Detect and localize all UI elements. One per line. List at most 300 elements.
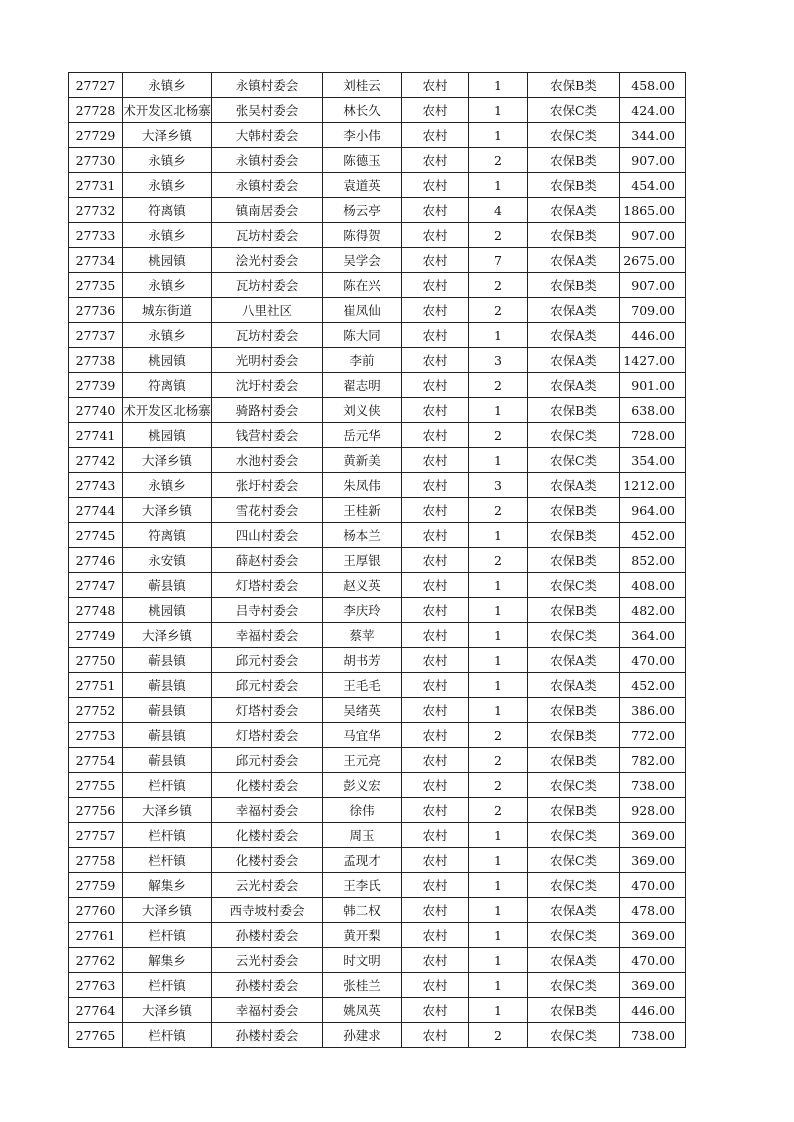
member-count-cell: 2 [469, 723, 528, 748]
household-type-cell: 农村 [402, 123, 469, 148]
insurance-category-cell: 农保C类 [528, 98, 620, 123]
township-cell: 符离镇 [123, 373, 212, 398]
insurance-category-cell: 农保B类 [528, 523, 620, 548]
table-row [69, 248, 686, 273]
member-count-cell: 2 [469, 148, 528, 173]
village-committee-cell: 灯塔村委会 [212, 698, 323, 723]
township-cell: 蕲县镇 [123, 698, 212, 723]
record-id-cell: 27744 [69, 498, 123, 523]
member-count-cell: 2 [469, 798, 528, 823]
household-type-cell: 农村 [402, 398, 469, 423]
person-name-cell: 王李氏 [323, 873, 402, 898]
insurance-category-cell: 农保C类 [528, 923, 620, 948]
person-name-cell: 时文明 [323, 948, 402, 973]
township-cell: 永安镇 [123, 548, 212, 573]
village-committee-cell: 云光村委会 [212, 873, 323, 898]
person-name-cell: 朱凤伟 [323, 473, 402, 498]
record-id-cell: 27730 [69, 148, 123, 173]
amount-cell: 2675.00 [620, 248, 686, 273]
table-row [69, 873, 686, 898]
table-row [69, 798, 686, 823]
insurance-category-cell: 农保C类 [528, 873, 620, 898]
household-type-cell: 农村 [402, 298, 469, 323]
insurance-category-cell: 农保A类 [528, 373, 620, 398]
member-count-cell: 1 [469, 123, 528, 148]
person-name-cell: 赵义英 [323, 573, 402, 598]
household-type-cell: 农村 [402, 648, 469, 673]
person-name-cell: 姚凤英 [323, 998, 402, 1023]
person-name-cell: 张桂兰 [323, 973, 402, 998]
township-cell: 蕲县镇 [123, 723, 212, 748]
member-count-cell: 1 [469, 623, 528, 648]
person-name-cell: 陈在兴 [323, 273, 402, 298]
amount-cell: 452.00 [620, 673, 686, 698]
household-type-cell: 农村 [402, 523, 469, 548]
table-row [69, 948, 686, 973]
record-id-cell: 27765 [69, 1023, 123, 1048]
person-name-cell: 崔凤仙 [323, 298, 402, 323]
person-name-cell: 黄开梨 [323, 923, 402, 948]
household-type-cell: 农村 [402, 998, 469, 1023]
amount-cell: 369.00 [620, 848, 686, 873]
insurance-category-cell: 农保A类 [528, 898, 620, 923]
amount-cell: 424.00 [620, 98, 686, 123]
household-type-cell: 农村 [402, 148, 469, 173]
record-id-cell: 27738 [69, 348, 123, 373]
person-name-cell: 刘义侠 [323, 398, 402, 423]
township-cell: 大泽乡镇 [123, 123, 212, 148]
amount-cell: 354.00 [620, 448, 686, 473]
member-count-cell: 4 [469, 198, 528, 223]
table-row [69, 198, 686, 223]
person-name-cell: 陈大同 [323, 323, 402, 348]
person-name-cell: 吴绪英 [323, 698, 402, 723]
record-id-cell: 27741 [69, 423, 123, 448]
household-type-cell: 农村 [402, 723, 469, 748]
record-id-cell: 27761 [69, 923, 123, 948]
member-count-cell: 1 [469, 98, 528, 123]
record-id-cell: 27734 [69, 248, 123, 273]
amount-cell: 446.00 [620, 998, 686, 1023]
table-row [69, 423, 686, 448]
village-committee-cell: 八里社区 [212, 298, 323, 323]
insurance-category-cell: 农保B类 [528, 223, 620, 248]
table-row [69, 498, 686, 523]
person-name-cell: 林长久 [323, 98, 402, 123]
record-id-cell: 27733 [69, 223, 123, 248]
village-committee-cell: 永镇村委会 [212, 148, 323, 173]
table-row [69, 473, 686, 498]
village-committee-cell: 光明村委会 [212, 348, 323, 373]
insurance-category-cell: 农保B类 [528, 398, 620, 423]
village-committee-cell: 瓦坊村委会 [212, 223, 323, 248]
person-name-cell: 王厚银 [323, 548, 402, 573]
insurance-category-cell: 农保A类 [528, 673, 620, 698]
record-table [68, 72, 686, 1048]
table-row [69, 223, 686, 248]
household-type-cell: 农村 [402, 323, 469, 348]
insurance-category-cell: 农保A类 [528, 248, 620, 273]
member-count-cell: 1 [469, 323, 528, 348]
record-id-cell: 27742 [69, 448, 123, 473]
table-row [69, 848, 686, 873]
household-type-cell: 农村 [402, 248, 469, 273]
person-name-cell: 袁道英 [323, 173, 402, 198]
household-type-cell: 农村 [402, 848, 469, 873]
amount-cell: 369.00 [620, 973, 686, 998]
record-id-cell: 27743 [69, 473, 123, 498]
township-cell: 符离镇 [123, 198, 212, 223]
village-committee-cell: 沈圩村委会 [212, 373, 323, 398]
person-name-cell: 李庆玲 [323, 598, 402, 623]
household-type-cell: 农村 [402, 973, 469, 998]
member-count-cell: 2 [469, 223, 528, 248]
household-type-cell: 农村 [402, 273, 469, 298]
member-count-cell: 1 [469, 598, 528, 623]
amount-cell: 344.00 [620, 123, 686, 148]
document-page [68, 72, 686, 1048]
village-committee-cell: 幸福村委会 [212, 623, 323, 648]
amount-cell: 369.00 [620, 923, 686, 948]
record-id-cell: 27757 [69, 823, 123, 848]
township-cell: 永镇乡 [123, 173, 212, 198]
table-row [69, 523, 686, 548]
table-row [69, 148, 686, 173]
township-cell: 大泽乡镇 [123, 998, 212, 1023]
member-count-cell: 1 [469, 948, 528, 973]
village-committee-cell: 邱元村委会 [212, 748, 323, 773]
record-id-cell: 27754 [69, 748, 123, 773]
member-count-cell: 1 [469, 648, 528, 673]
village-committee-cell: 永镇村委会 [212, 73, 323, 98]
table-row [69, 573, 686, 598]
member-count-cell: 1 [469, 823, 528, 848]
amount-cell: 964.00 [620, 498, 686, 523]
household-type-cell: 农村 [402, 898, 469, 923]
household-type-cell: 农村 [402, 873, 469, 898]
township-cell: 大泽乡镇 [123, 898, 212, 923]
person-name-cell: 马宜华 [323, 723, 402, 748]
village-committee-cell: 邱元村委会 [212, 673, 323, 698]
table-row [69, 823, 686, 848]
household-type-cell: 农村 [402, 473, 469, 498]
record-id-cell: 27755 [69, 773, 123, 798]
insurance-category-cell: 农保C类 [528, 848, 620, 873]
amount-cell: 369.00 [620, 823, 686, 848]
household-type-cell: 农村 [402, 623, 469, 648]
record-id-cell: 27728 [69, 98, 123, 123]
member-count-cell: 2 [469, 748, 528, 773]
household-type-cell: 农村 [402, 823, 469, 848]
member-count-cell: 1 [469, 73, 528, 98]
village-committee-cell: 化楼村委会 [212, 773, 323, 798]
person-name-cell: 孙建求 [323, 1023, 402, 1048]
person-name-cell: 蔡苹 [323, 623, 402, 648]
person-name-cell: 胡书芳 [323, 648, 402, 673]
amount-cell: 470.00 [620, 873, 686, 898]
township-cell: 栏杆镇 [123, 848, 212, 873]
member-count-cell: 1 [469, 698, 528, 723]
township-cell: 永镇乡 [123, 323, 212, 348]
member-count-cell: 2 [469, 373, 528, 398]
township-cell: 永镇乡 [123, 273, 212, 298]
amount-cell: 482.00 [620, 598, 686, 623]
member-count-cell: 1 [469, 873, 528, 898]
township-cell: 桃园镇 [123, 348, 212, 373]
table-row [69, 548, 686, 573]
record-id-cell: 27746 [69, 548, 123, 573]
village-committee-cell: 张吴村委会 [212, 98, 323, 123]
table-row [69, 623, 686, 648]
township-cell: 栏杆镇 [123, 1023, 212, 1048]
member-count-cell: 2 [469, 498, 528, 523]
amount-cell: 1427.00 [620, 348, 686, 373]
table-row [69, 73, 686, 98]
township-cell: 符离镇 [123, 523, 212, 548]
record-id-cell: 27751 [69, 673, 123, 698]
table-row [69, 648, 686, 673]
amount-cell: 452.00 [620, 523, 686, 548]
insurance-category-cell: 农保A类 [528, 473, 620, 498]
insurance-category-cell: 农保B类 [528, 498, 620, 523]
person-name-cell: 李前 [323, 348, 402, 373]
amount-cell: 364.00 [620, 623, 686, 648]
person-name-cell: 杨云亭 [323, 198, 402, 223]
table-row [69, 98, 686, 123]
record-id-cell: 27763 [69, 973, 123, 998]
table-row [69, 698, 686, 723]
member-count-cell: 1 [469, 573, 528, 598]
household-type-cell: 农村 [402, 798, 469, 823]
record-id-cell: 27737 [69, 323, 123, 348]
record-id-cell: 27745 [69, 523, 123, 548]
village-committee-cell: 浍光村委会 [212, 248, 323, 273]
township-cell: 栏杆镇 [123, 823, 212, 848]
record-id-cell: 27727 [69, 73, 123, 98]
insurance-category-cell: 农保C类 [528, 423, 620, 448]
insurance-category-cell: 农保B类 [528, 273, 620, 298]
person-name-cell: 吴学会 [323, 248, 402, 273]
township-cell: 蕲县镇 [123, 748, 212, 773]
record-id-cell: 27750 [69, 648, 123, 673]
insurance-category-cell: 农保C类 [528, 123, 620, 148]
table-row [69, 748, 686, 773]
village-committee-cell: 水池村委会 [212, 448, 323, 473]
insurance-category-cell: 农保A类 [528, 198, 620, 223]
table-row [69, 273, 686, 298]
household-type-cell: 农村 [402, 773, 469, 798]
township-cell: 栏杆镇 [123, 973, 212, 998]
amount-cell: 638.00 [620, 398, 686, 423]
household-type-cell: 农村 [402, 173, 469, 198]
township-cell: 城东街道 [123, 298, 212, 323]
household-type-cell: 农村 [402, 348, 469, 373]
township-cell: 永镇乡 [123, 473, 212, 498]
amount-cell: 458.00 [620, 73, 686, 98]
amount-cell: 907.00 [620, 223, 686, 248]
insurance-category-cell: 农保B类 [528, 798, 620, 823]
village-committee-cell: 大韩村委会 [212, 123, 323, 148]
person-name-cell: 陈得贺 [323, 223, 402, 248]
village-committee-cell: 钱营村委会 [212, 423, 323, 448]
amount-cell: 386.00 [620, 698, 686, 723]
household-type-cell: 农村 [402, 573, 469, 598]
person-name-cell: 李小伟 [323, 123, 402, 148]
village-committee-cell: 张圩村委会 [212, 473, 323, 498]
insurance-category-cell: 农保B类 [528, 698, 620, 723]
member-count-cell: 3 [469, 473, 528, 498]
amount-cell: 408.00 [620, 573, 686, 598]
township-cell: 桃园镇 [123, 598, 212, 623]
township-cell: 大泽乡镇 [123, 623, 212, 648]
village-committee-cell: 薛赵村委会 [212, 548, 323, 573]
village-committee-cell: 镇南居委会 [212, 198, 323, 223]
amount-cell: 907.00 [620, 273, 686, 298]
insurance-category-cell: 农保C类 [528, 623, 620, 648]
member-count-cell: 1 [469, 898, 528, 923]
village-committee-cell: 灯塔村委会 [212, 723, 323, 748]
person-name-cell: 韩二权 [323, 898, 402, 923]
amount-cell: 782.00 [620, 748, 686, 773]
village-committee-cell: 瓦坊村委会 [212, 273, 323, 298]
household-type-cell: 农村 [402, 223, 469, 248]
household-type-cell: 农村 [402, 548, 469, 573]
table-row [69, 773, 686, 798]
table-row [69, 723, 686, 748]
township-cell: 桃园镇 [123, 248, 212, 273]
member-count-cell: 3 [469, 348, 528, 373]
amount-cell: 1865.00 [620, 198, 686, 223]
township-cell: 栏杆镇 [123, 773, 212, 798]
member-count-cell: 1 [469, 998, 528, 1023]
household-type-cell: 农村 [402, 198, 469, 223]
township-cell: 栏杆镇 [123, 923, 212, 948]
village-committee-cell: 西寺坡村委会 [212, 898, 323, 923]
township-cell: 解集乡 [123, 873, 212, 898]
member-count-cell: 2 [469, 548, 528, 573]
table-row [69, 673, 686, 698]
member-count-cell: 7 [469, 248, 528, 273]
township-cell: 桃园镇 [123, 423, 212, 448]
table-body [69, 73, 686, 1048]
insurance-category-cell: 农保B类 [528, 723, 620, 748]
member-count-cell: 2 [469, 1023, 528, 1048]
table-row [69, 298, 686, 323]
table-row [69, 123, 686, 148]
household-type-cell: 农村 [402, 598, 469, 623]
record-id-cell: 27747 [69, 573, 123, 598]
amount-cell: 907.00 [620, 148, 686, 173]
insurance-category-cell: 农保A类 [528, 348, 620, 373]
household-type-cell: 农村 [402, 673, 469, 698]
insurance-category-cell: 农保C类 [528, 773, 620, 798]
member-count-cell: 2 [469, 773, 528, 798]
table-row [69, 923, 686, 948]
table-row [69, 173, 686, 198]
township-cell: 大泽乡镇 [123, 448, 212, 473]
village-committee-cell: 雪花村委会 [212, 498, 323, 523]
insurance-category-cell: 农保B类 [528, 548, 620, 573]
amount-cell: 470.00 [620, 948, 686, 973]
member-count-cell: 1 [469, 973, 528, 998]
record-id-cell: 27740 [69, 398, 123, 423]
village-committee-cell: 孙楼村委会 [212, 1023, 323, 1048]
insurance-category-cell: 农保C类 [528, 448, 620, 473]
village-committee-cell: 四山村委会 [212, 523, 323, 548]
table-row [69, 998, 686, 1023]
member-count-cell: 1 [469, 398, 528, 423]
table-row [69, 373, 686, 398]
village-committee-cell: 吕寺村委会 [212, 598, 323, 623]
township-cell: 术开发区北杨寨 [123, 98, 212, 123]
record-id-cell: 27752 [69, 698, 123, 723]
insurance-category-cell: 农保A类 [528, 298, 620, 323]
village-committee-cell: 化楼村委会 [212, 848, 323, 873]
insurance-category-cell: 农保B类 [528, 73, 620, 98]
insurance-category-cell: 农保C类 [528, 823, 620, 848]
township-cell: 解集乡 [123, 948, 212, 973]
person-name-cell: 彭义宏 [323, 773, 402, 798]
amount-cell: 728.00 [620, 423, 686, 448]
member-count-cell: 1 [469, 848, 528, 873]
member-count-cell: 2 [469, 423, 528, 448]
person-name-cell: 王毛毛 [323, 673, 402, 698]
person-name-cell: 翟志明 [323, 373, 402, 398]
table-row [69, 398, 686, 423]
record-id-cell: 27760 [69, 898, 123, 923]
insurance-category-cell: 农保B类 [528, 998, 620, 1023]
township-cell: 大泽乡镇 [123, 798, 212, 823]
amount-cell: 772.00 [620, 723, 686, 748]
household-type-cell: 农村 [402, 1023, 469, 1048]
township-cell: 永镇乡 [123, 148, 212, 173]
person-name-cell: 刘桂云 [323, 73, 402, 98]
table-row [69, 348, 686, 373]
amount-cell: 478.00 [620, 898, 686, 923]
household-type-cell: 农村 [402, 98, 469, 123]
insurance-category-cell: 农保C类 [528, 973, 620, 998]
insurance-category-cell: 农保B类 [528, 173, 620, 198]
table-row [69, 1023, 686, 1048]
amount-cell: 446.00 [620, 323, 686, 348]
household-type-cell: 农村 [402, 923, 469, 948]
township-cell: 永镇乡 [123, 73, 212, 98]
table-row [69, 598, 686, 623]
household-type-cell: 农村 [402, 498, 469, 523]
amount-cell: 928.00 [620, 798, 686, 823]
person-name-cell: 陈德玉 [323, 148, 402, 173]
village-committee-cell: 灯塔村委会 [212, 573, 323, 598]
member-count-cell: 1 [469, 673, 528, 698]
record-id-cell: 27762 [69, 948, 123, 973]
member-count-cell: 2 [469, 298, 528, 323]
record-id-cell: 27753 [69, 723, 123, 748]
member-count-cell: 1 [469, 173, 528, 198]
amount-cell: 738.00 [620, 1023, 686, 1048]
person-name-cell: 周玉 [323, 823, 402, 848]
record-id-cell: 27756 [69, 798, 123, 823]
member-count-cell: 2 [469, 273, 528, 298]
household-type-cell: 农村 [402, 373, 469, 398]
township-cell: 术开发区北杨寨 [123, 398, 212, 423]
insurance-category-cell: 农保C类 [528, 573, 620, 598]
insurance-category-cell: 农保A类 [528, 323, 620, 348]
record-id-cell: 27736 [69, 298, 123, 323]
amount-cell: 470.00 [620, 648, 686, 673]
record-id-cell: 27731 [69, 173, 123, 198]
record-id-cell: 27748 [69, 598, 123, 623]
insurance-category-cell: 农保A类 [528, 948, 620, 973]
